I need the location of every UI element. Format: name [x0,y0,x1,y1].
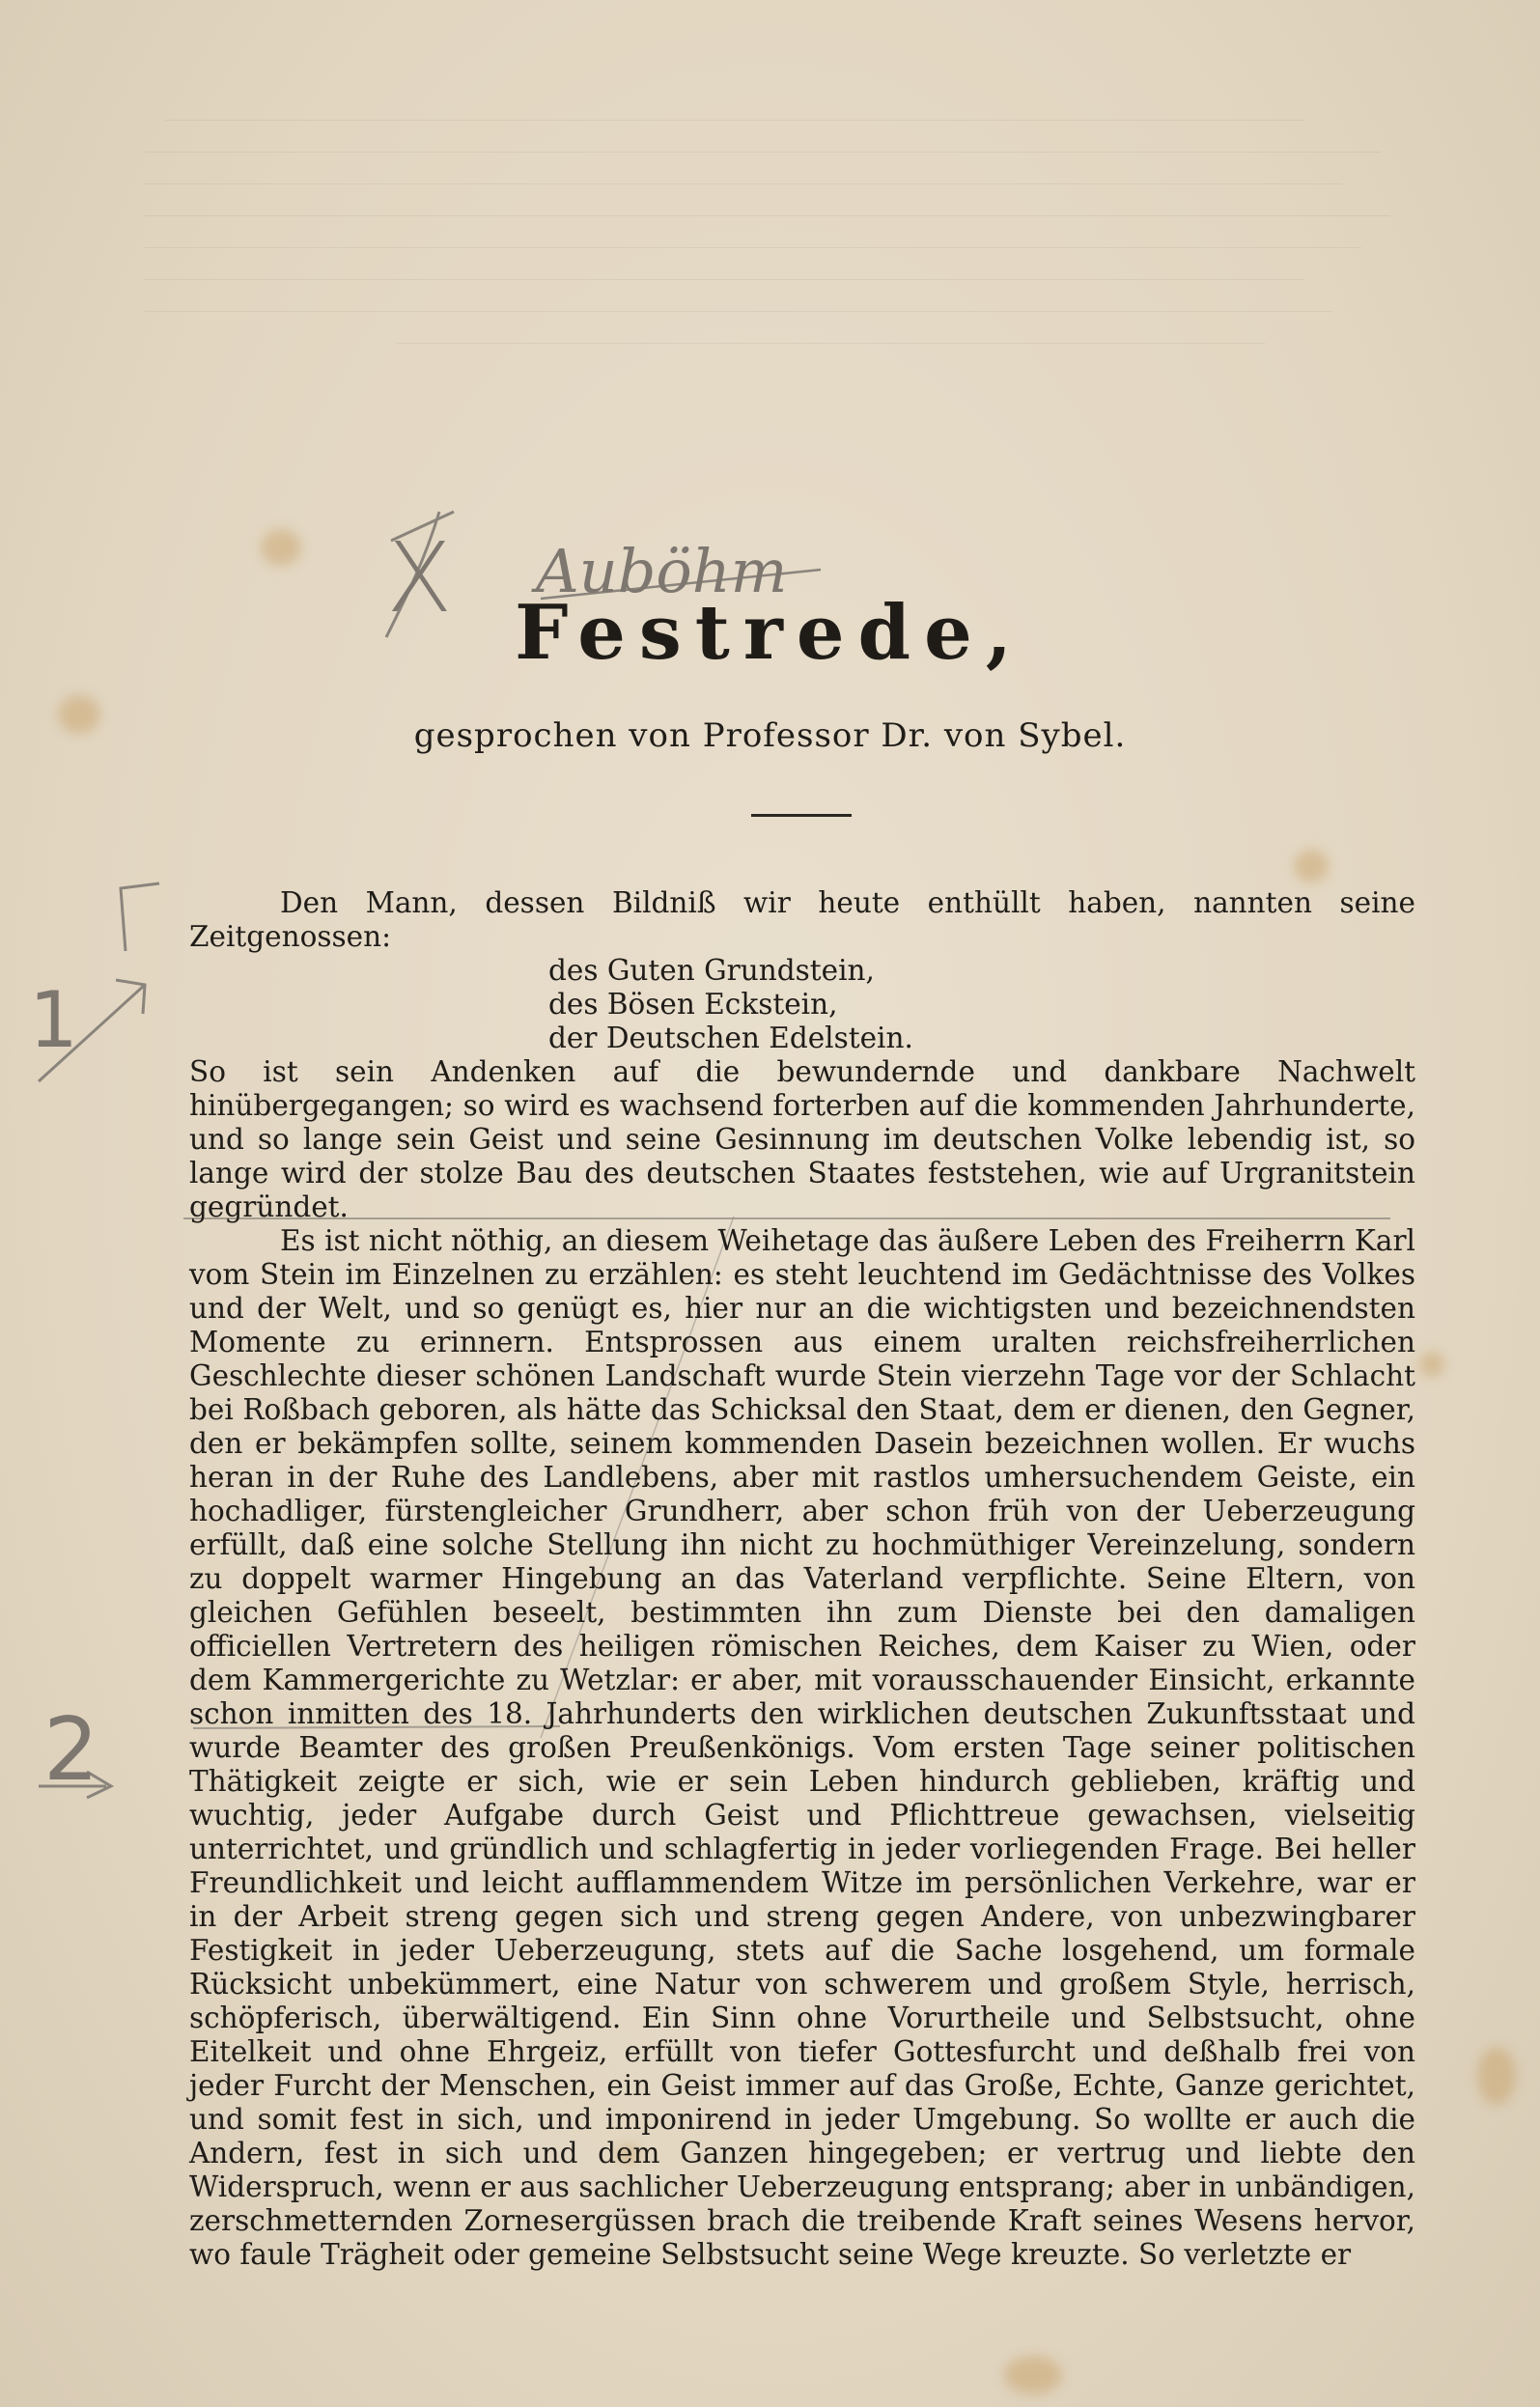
document-title: Festrede, [515,589,1025,677]
pencil-bracket [121,883,159,951]
verse-line-2: des Bösen Eckstein, [548,988,838,1021]
margin-number-1: 1 [29,975,78,1065]
margin-number-2: 2 [43,1699,99,1801]
opening-paragraph: Den Mann, dessen Bildniß wir heute enthüllt haben, nannten seine Zeitgenossen: [189,886,1415,953]
document-subtitle: gesprochen von Professor Dr. von Sybel. [413,716,1127,755]
body-paragraph-2: Es ist nicht nöthig, an diesem Weihetage das äußere Leben des Freiherrn Karl vom Stein im Einzelnen zu erzählen: es steht leuchtend im Gedächtnisse des Volkes und der Welt, und so genügt es, hier nur an die wichtigsten und bezeichnendsten Momente zu erinnern. Entsprossen aus einem uralten reichsfreiherrlichen Geschlechte dieser schönen Landschaft wurde Stein vierzehn Tage vor der Schlacht bei Roßbach geboren, als hätte das Schicksal den Staat, dem er dienen, den Gegner, den er bekämpfen sollte, seinem kommenden Dasein bezeichnen wollen. Er wuchs heran in der Ruhe des Landlebens, aber mit rastlos umhersuchendem Geiste, ein hochadliger, fürstengleicher Grundherr, aber schon früh von der Ueberzeugung erfüllt, daß eine solche Stellung ihn nicht zu hochmüthiger Vereinzelung, sondern zu doppelt warmer Hingebung an das Vaterland verpflichte. Seine Eltern, von gleichen Gefühlen beseelt, bestimmten ihn zum Dienste bei den damaligen officiellen Vertretern des heiligen römischen Reiches, dem Kaiser zu Wien, oder dem Kammergerichte zu Wetzlar: er aber, mit vorausschauender Einsicht, erkannte schon inmitten des 18. Jahrhunderts den wirklichen deutschen Zukunftsstaat und wurde Beamter des großen Preußenkönigs. Vom ersten Tage seiner politischen Thätigkeit zeigte er sich, wie er sein Leben hindurch geblieben, kräftig und wuchtig, jeder Aufgabe durch Geist und Pflichttreue gewachsen, vielseitig unterrichtet, und gründlich und schlagfertig in jeder vorliegenden Frage. Bei heller Freundlichkeit und leicht aufflammendem Witze im persönlichen Verkehre, war er in der Arbeit streng gegen sich und streng gegen Andere, von unbezwingbarer Festigkeit in jeder Ueberzeugung, stets auf die Sache losgehend, um formale Rücksicht unbekümmert, eine Natur von schwerem und großem Style, herrisch, schöpferisch, überwältigend. Ein Sinn ohne Vorurtheile und Selbstsucht, ohne Eitelkeit und ohne Ehrgeiz, erfüllt von tiefer Gottesfurcht und deßhalb frei von jeder Furcht der Menschen, ein Geist immer auf das Große, Echte, Ganze gerichtet, und somit fest in sich, und imponirend in jeder Umgebung. So wollte er auch die Andern, fest in sich und dem Ganzen hingegeben; er vertrug und liebte den Widerspruch, wenn er aus sachlicher Ueberzeugung entsprang; aber in unbändigen, zerschmetternden Zornesergüssen brach die treibende Kraft seines Wesens hervor, wo faule Trägheit oder gemeine Selbstsucht seine Wege kreuzte. So verletzte er [189,1224,1415,2271]
verse-line-1: des Guten Grundstein, [548,954,875,987]
handwritten-x: X [386,521,453,634]
body-paragraph-1: So ist sein Andenken auf die bewundernde und dankbare Nachwelt hinübergegangen; so wird es wachsend forterben auf die kommenden Jahrhunderte, und so lange sein Geist und seine Gesinnung im deutschen Volke lebendig ist, so lange wird der stolze Bau des deutschen Staates feststehen, wie auf Urgranitstein gegründet. [189,1055,1415,1223]
verse-line-3: der Deutschen Edelstein. [548,1022,913,1054]
handwritten-name: Auböhm [536,536,788,606]
title-divider [751,814,852,817]
document-body [189,886,1415,2272]
